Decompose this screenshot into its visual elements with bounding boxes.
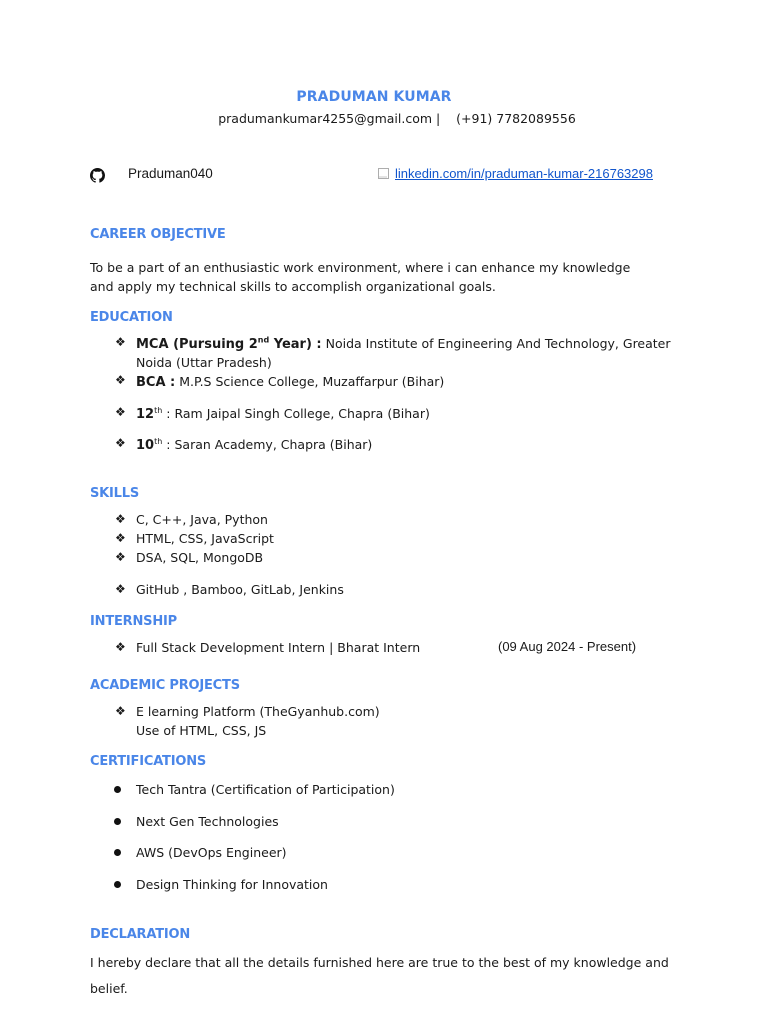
internship-company: Bharat Intern (337, 640, 421, 655)
education-item-bca: BCA : M.P.S Science College, Muzaffarpur (Bihar) (136, 374, 445, 390)
education-bullet: ❖ (115, 335, 126, 349)
internship-item: Full Stack Development Intern | Bharat Intern (136, 640, 421, 655)
education-bullet: ❖ (115, 373, 126, 387)
contact-separator: | (436, 111, 441, 126)
certification-item: Tech Tantra (Certification of Participation) (136, 782, 395, 797)
certification-bullet (114, 849, 121, 856)
internship-heading: INTERNSHIP (90, 614, 177, 629)
email-text: pradumankumar4255@gmail.com (218, 111, 433, 126)
academic-projects-heading: ACADEMIC PROJECTS (90, 678, 240, 693)
declaration-heading: DECLARATION (90, 927, 191, 942)
education-item-mca: MCA (Pursuing 2nd Year) : Noida Institute of Engineering And Technology, Greater (136, 335, 671, 352)
career-objective-text: To be a part of an enthusiastic work environment, where i can enhance my knowledge and apply my technical skills to accomplish organizational goals. (90, 260, 631, 294)
education-heading: EDUCATION (90, 310, 173, 325)
certification-item: AWS (DevOps Engineer) (136, 845, 287, 860)
skill-item: C, C++, Java, Python (136, 512, 268, 527)
github-username[interactable]: Praduman040 (128, 166, 213, 181)
certification-item: Design Thinking for Innovation (136, 877, 328, 892)
project-title: E learning Platform (TheGyanhub.com) (136, 704, 380, 719)
skills-bullet: ❖ (115, 582, 126, 596)
skill-item: DSA, SQL, MongoDB (136, 550, 264, 565)
education-item-mca-cont: Noida (Uttar Pradesh) (136, 355, 272, 370)
internship-dates: (09 Aug 2024 - Present) (498, 639, 637, 654)
candidate-name: PRADUMAN KUMAR (296, 89, 452, 105)
education-bullet: ❖ (115, 405, 126, 419)
declaration-line-1: I hereby declare that all the details furnished here are true to the best of my knowledge and (90, 955, 669, 970)
github-icon (90, 168, 105, 183)
skills-bullet: ❖ (115, 531, 126, 545)
phone-text: (+91) 7782089556 (456, 111, 576, 126)
linkedin-link[interactable]: linkedin.com/in/praduman-kumar-216763298 (395, 166, 653, 181)
certification-bullet (114, 786, 121, 793)
education-item-10th: 10th : Saran Academy, Chapra (Bihar) (136, 436, 373, 453)
skills-bullet: ❖ (115, 550, 126, 564)
skill-item: GitHub , Bamboo, GitLab, Jenkins (136, 582, 344, 597)
contact-line (0, 111, 768, 126)
skills-heading: SKILLS (90, 486, 140, 501)
certification-item: Next Gen Technologies (136, 814, 279, 829)
project-bullet: ❖ (115, 704, 126, 718)
project-tech: Use of HTML, CSS, JS (136, 723, 267, 738)
certification-bullet (114, 881, 121, 888)
internship-bullet: ❖ (115, 640, 126, 654)
certification-bullet (114, 818, 121, 825)
career-objective-heading: CAREER OBJECTIVE (90, 227, 226, 242)
linkedin-icon (378, 168, 389, 179)
degree-mca: MCA (136, 337, 169, 352)
skill-item: HTML, CSS, JavaScript (136, 531, 274, 546)
declaration-line-2: belief. (90, 981, 128, 996)
education-item-12th: 12th : Ram Jaipal Singh College, Chapra (Bihar) (136, 405, 430, 422)
certifications-heading: CERTIFICATIONS (90, 754, 207, 769)
skills-bullet: ❖ (115, 512, 126, 526)
education-bullet: ❖ (115, 436, 126, 450)
internship-role: Full Stack Development Intern (136, 640, 326, 655)
